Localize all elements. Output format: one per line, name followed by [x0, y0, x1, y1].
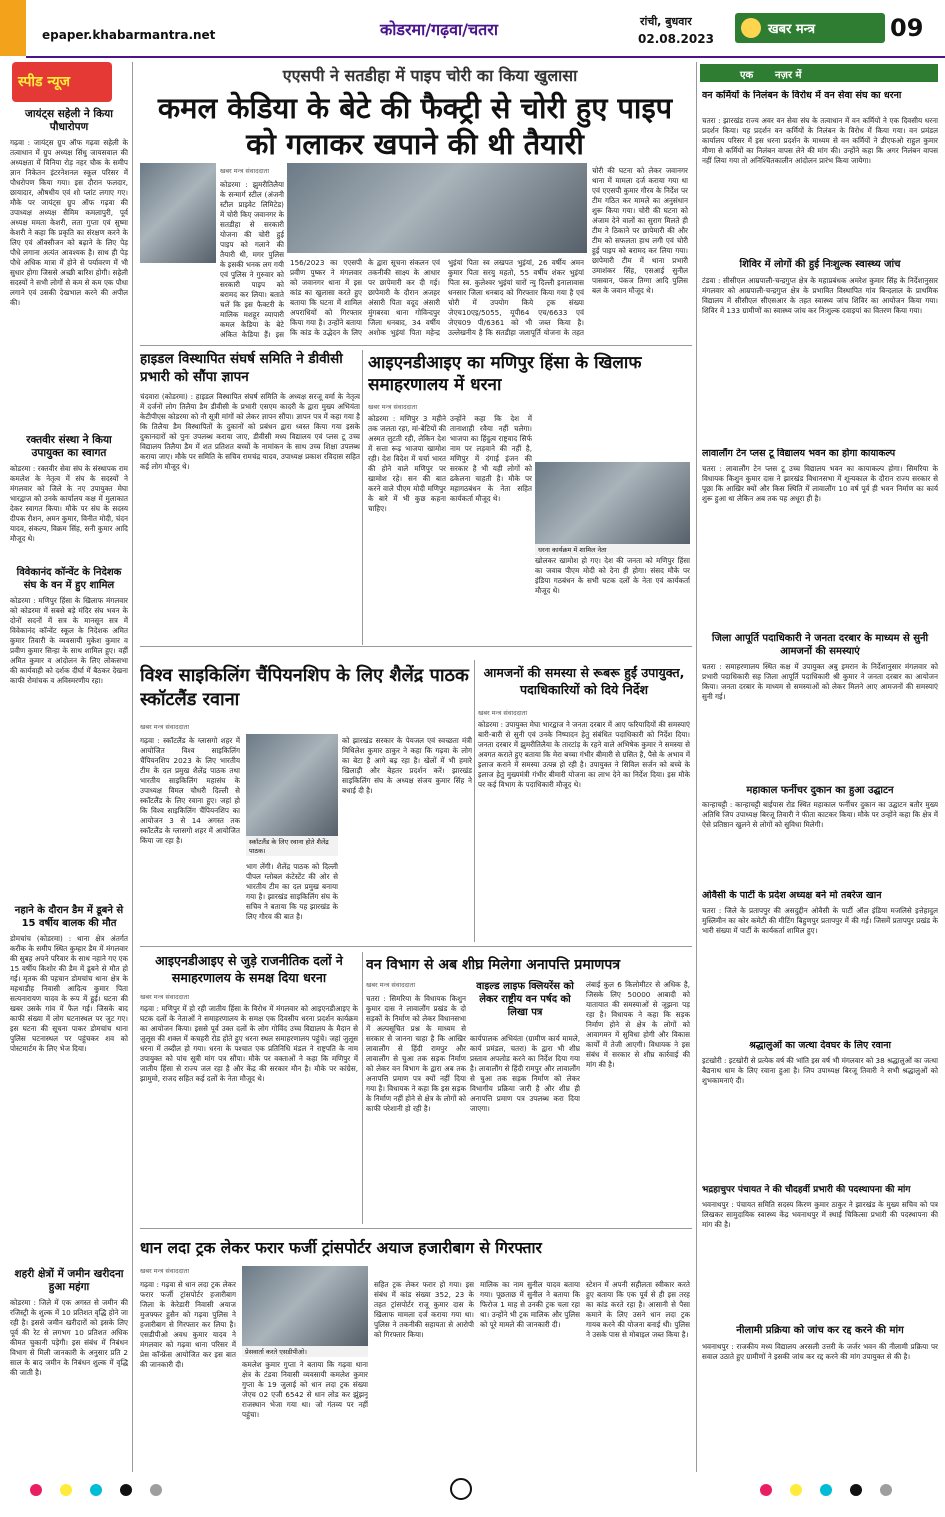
reg-dot-icon	[30, 1484, 42, 1496]
right-item-7-body: इटखोरी : इटखोरी से प्रत्येक वर्ष की भांति इस वर्ष भी मंगलवार को 38 श्रद्धालुओं का जत्था बैद्यनाथ धाम के लिए रवाना हुआ है। जिप उपाध्यक्ष बिरजू तिवारी ने सभी श्रद्धालुओं को शुभकामनाएं दी।	[702, 1056, 938, 1085]
lead-headline: कमल केडिया के बेटे की फैक्ट्री से चोरी हुए पाइप को गलाकर खपाने की थी तैयारी	[157, 91, 673, 161]
lead-kicker: एएसपी ने सतडीहा में पाइप चोरी का किया खुलासा	[282, 66, 578, 85]
lead-photo	[140, 163, 216, 263]
manipur-photo	[535, 462, 690, 544]
right-item-8-body: भवनाथपुर : पंचायत समिति सदस्य किरण कुमार ठाकुर ने झारखंड के मुख्य सचिव को पत्र लिखकर सामुदायिक स्वास्थ्य केंद्र भवनाथपुर में स्थाई चिकित्सा प्रभारी की पदस्थापना की मांग की है।	[702, 1200, 938, 1229]
left-item-1-body: गढ़वा : जायंट्स ग्रुप ऑफ गढ़वा सहेली के तत्वाधान में ग्रुप अध्यक्ष सिंधु जायसवाल की अध्यक्षता में विनिया रोड़ नहर चौक के समीप ज्ञान निकेतन इंटरनेशनल स्कूल परिसर में पौधरोपण किया गया। इस दौरान फलदार, छायादार, औषधीय एवं शो प्लांट लगाए गए। मौके पर जायंट्स ग्रुप ऑफ गढ़वा की उपाध्यक्ष अध्यक्ष सैमिम कमलापुरी, पूर्व अध्यक्ष ममता केशरी, लता गुप्ता एवं सुष्मा केशरी ने कहा कि प्रकृति का संरक्षण करने के लिए एवं ऑक्सीजन को बढ़ाने के लिए पेड़ पौधे लगाना अत्यंत आवश्यक है। साथ ही पेड़ पौधे अधिक मात्रा में होने से पर्यावरण में भी सुधार होगा जिससे अच्छी बारिश होगी। सहेली सदस्यों ने सभी लोगों से कम से कम एक पौधा लगाने एवं उसकी देखभाल करने की अपील की।	[10, 138, 128, 307]
forest-col-2: कार्यपालक अभियंता (ग्रामीण कार्य मामले, कार्य प्रमंडल, चतरा) के द्वारा भी शीघ्र प्रस्ताव अपलोड करने का निर्देश दिया गया है। लावालौंग से हिंदी रामपुर और लावालौंग से चुआ तक सड़क निर्माण को लेकर विभागीय प्रक्रिया जारी है और शीघ्र ही अनापत्ति प्रमाण पत्र उपलब्ध करा दिया जाएगा।	[470, 1034, 580, 1113]
lead-col-4: भुइंयां पिता स्व लखपत भुइंयां, 26 वर्षीय अमन कुमार पिता सरयु महतो, 55 वर्षीय शंकर भुइंयां पिता स्व. कुलेश्वर भुइंयां चारों न्यु दिल्ली इनालावास धनसार जिला धनबाद को गिरफ्तार किया गया है एवं चोरी में उपयोग किये ट्रक संख्या जेएच10एइ/5055, यूपी64 एच/6633 एवं जेएच09 पी/6361 को भी जब्त किया है। उल्लेखनीय है कि सतडीहा जलापूर्ति योजना के तहत	[448, 258, 584, 337]
lead-photo-main	[287, 163, 587, 253]
bottom-col-1: गढ़वा : गढ़वा से धान लदा ट्रक लेकर फरार फर्जी ट्रांसपोर्टर हजारीबाग जिला के केरेडारी निवासी अयाज मुजफ्फर हुसैन को गढ़वा पुलिस ने हजारीबाग से गिरफ्तार कर लिया है। एसडीपीओ अवध कुमार यादव ने मंगलवार को गढ़वा थाना परिसर में प्रेस कॉन्फ्रेंस आयोजित कर इस बात की जानकारी दी।	[140, 1280, 236, 1369]
india-headline: आइएनडीआइए से जुड़े राजनीतिक दलों ने समाहरणालय के समक्ष दिया धरना	[155, 953, 343, 985]
reg-dot-icon	[760, 1484, 772, 1496]
reg-dot-icon	[880, 1484, 892, 1496]
left-item-2-head: रक्तवीर संस्था ने किया उपायुक्त का स्वागत	[26, 434, 112, 459]
left-item-3-head: विवेकानंद कॉन्वेंट के निदेशक संघ के वन में हुए शामिल	[16, 567, 122, 591]
public-body: कोडरमा : उपायुक्त मेघा भारद्वाज ने जनता दरबार में आए फरियादियों की समस्याएं बारी-बारी से सुनी एवं उनके निष्पादन हेतु संबंधित पदाधिकारी को निर्देश दिया। जनता दरबार में झुमरीतिलैया के तारटांड़ के रहने वाले अभिषेक कुमार ने समस्या से अवगत कराते हुए बताया कि मेरा बच्चा गंभीर बीमारी से ग्रसित है, पैसे के अभाव में इलाज कराने में समस्या उत्पन्न हो रही है। उपायुक्त ने सिविल सर्जन को बच्चे के इलाज हेतु मुख्यमंत्री गंभीर बीमारी योजना का लाभ देने का निर्देश दिया। इस मौके पर कई विभाग के पदाधिकारी मौजूद थे।	[478, 720, 690, 789]
cycling-divider	[474, 660, 475, 942]
right-item-2-head: शिविर में लोगों की हुई निःशुल्क स्वास्थ्य जांच	[739, 259, 901, 270]
mid-rule-2	[140, 946, 692, 947]
lead-col-1: कोडरमा : झुमरीतिलैया के सन्मार्ग स्टील (अंजनी स्टील प्राइवेट लिमिटेड) में चोरी किए जवानगर के सतडीहा से सरकारी योजना की चोरी हुई पाइप को गलाने की तैयारी थी, मगर पुलिस के इसकी भनक लग गयी एवं पुलिस ने गुरुवार को सरकारी पाइप को बरामद कर लिया। बताते चलें कि इस फैक्टरी के मालिक मशहूर व्यापारी कमल केडिया के बेटे अंकित केडिया हैं। इस	[220, 180, 284, 339]
lead-byline: खबर मन्त्र संवाददाता	[220, 167, 270, 175]
cycling-body: गढ़वा : स्कॉटलैंड के ग्लासगो शहर में आयोजित विश्व साइकिलिंग चैंपियनशिप 2023 के लिए भारतीय टीम के दल प्रमुख शैलेंद्र पाठक तथा भारतीय साइकिलिंग महासंघ के उपाध्यक्ष विमल चौधरी दिल्ली से स्कॉटलैंड के लिए रवाना हुए। जहां हो कि विश्व साइकिलिंग चैंपियनशिप का आयोजन 3 से 14 अगस्त तक स्कॉटलैंड के ग्लासगो शहर में आयोजित किया जा रहा है।	[140, 736, 240, 845]
mid-rule-1	[140, 646, 692, 647]
right-item-3-head: लावालौंग टेन प्लस टू विद्यालय भवन का होगा कायाकल्प	[702, 448, 896, 459]
manipur-caption: धरना कार्यक्रम में शामिल नेता	[535, 544, 690, 555]
dc-story-headline: हाइडल विस्थापित संघर्ष समिति ने डीवीसी प्रभारी को सौंपा ज्ञापन	[140, 351, 343, 385]
bottom-col-3: सहित ट्रक लेकर फरार हो गया। इस संबंध में कांड संख्या 352, 23 के तहत ट्रांसपोर्टर राजू कुमार दास के खिलाफ मामला दर्ज कराया गया था। पुलिस ने तकनीकी सहायता से आरोपी को गिरफ्तार किया।	[374, 1280, 474, 1339]
speed-news-label: स्पीड न्यूज	[18, 74, 71, 90]
left-item-5-body: कोडरमा : जिले में एक अगस्त से जमीन की रजिस्ट्री के शुल्क में 10 प्रतिशत वृद्धि होने जा रही है। इससे जमीन खरीदारों को इसके लिए पूर्व की रेट से लगभग 10 प्रतिशत अधिक कीमत चुकानी पड़ेगी। इस संबंध में निबंधन विभाग से मिली जानकारी के अनुसार प्रति 2 साल के बाद जमीन के निबंधन शुल्क में वृद्धि की जाती है।	[10, 1298, 128, 1377]
cycling-body-3: को झारखंड सरकार के पेयजल एवं स्वच्छता मंत्री मिथिलेश कुमार ठाकुर ने कहा कि गढ़वा के लोग का बेटा है आगे बढ़ रहा है। खेलों में भी हमारे खिलाड़ी और बेहतर प्रदर्शन करें। झारखंड साइकिलिंग संघ के अध्यक्ष संजय कुमार सिंह ने बधाई दी है।	[342, 736, 472, 795]
manipur-col-2: उन्होंने कहा कि देश में तानाशाही रवैया नहीं चलेगा। भाजपा का हिंदुत्व राष्ट्रवाद सिर्फ नाम पर लड़वाने की नहीं है, मणिपुर में दंगाई इंजन की सरकार है भी यही लोगों को ढकेलना चाहती है। मौके पर महागठबंधन के नेता सहित कार्यकर्ता मौजूद थे।	[450, 414, 532, 503]
reg-dot-icon	[820, 1484, 832, 1496]
left-item-1-head: जायंट्स सहेली ने किया पौधारोपण	[25, 108, 113, 133]
right-item-7-head: श्रद्धालुओं का जत्था देवघर के लिए रवाना	[749, 1040, 891, 1051]
page-number: 09	[890, 14, 924, 42]
right-item-5-head: महाकाल फर्नीचर दुकान का हुआ उद्घाटन	[746, 785, 894, 796]
reg-dot-icon	[120, 1484, 132, 1496]
right-item-9-head: नीलामी प्रक्रिया को जांच कर रद्द करने की मांग	[736, 1325, 904, 1336]
cycling-caption: स्कॉटलैंड के लिए रवाना होते शैलेंद्र पाठक।	[246, 836, 338, 856]
bottom-caption: प्रेसवार्ता करते एसडीपीओ।	[242, 1346, 368, 1357]
left-item-3-body: कोडरमा : मणिपुर हिंसा के खिलाफ मंगलवार को कोडरमा में सबसे बड़े मंदिर संघ भवन के दोनों सदनों में सत्र के मानसून सत्र में विवेकानंद कॉन्वेंट स्कूल के निदेशक अमित कुमार तिवारी के व्यवसायी मुकेश कुमार व प्रवीण कुमार सिन्हा के साथ शामिल हुए। वहीं अमित कुमार व आंदोलन के लिए लोकसभा की कार्यवाही को दर्शक दीर्घा में बैठकर देखना काफी रोमांचक व अविस्मरणीय रहा।	[10, 596, 128, 685]
lead-col-3: के द्वारा सूचना संकलन एवं तकनीकी साक्ष्य के आधार पर छापेमारी कर दी गई। छापेमारी के दौरान अजहर अंसारी पिता वदूद अंसारी मुंगबरवा थाना गोविन्दपुर जिला धनबाद, 34 वर्षीय अशोक भुइंयां पिता महेन्द्र	[368, 258, 440, 337]
public-headline: आमजनों की समस्या से रूबरू हुईं उपायुक्त, पदाधिकारियों को दिये निर्देश	[483, 665, 685, 697]
left-item-5-head: शहरी क्षेत्रों में जमीन खरीदना हुआ महंगा	[14, 1268, 124, 1293]
reg-dot-icon	[60, 1484, 72, 1496]
cycling-byline: खबर मन्त्र संवाददाता	[140, 723, 190, 731]
right-item-1-body: चतरा : झारखंड राज्य अवर वन सेवा संघ के तत्वाधान में वन कर्मियों ने एक दिवसीय धरना प्रदर्शन किया। यह प्रदर्शन वन कर्मियों के निलंबन के विरोध में किया गया। वन प्रमंडल कार्यालय परिसर में इस धरना प्रदर्शन के माध्यम से वन कर्मियों ने डीएफओ राहुल कुमार मीणा से कर्मियों का निलंबन वापस लेने की मांग की। उन्होंने कहा कि अगर निलंबन वापस नहीं लिया गया तो अनिश्चितकालीन आंदोलन प्रारंभ किया जायेगा।	[702, 116, 938, 165]
mid-rule-3	[140, 1228, 692, 1229]
manipur-headline: आइएनडीआइए का मणिपुर हिंसा के खिलाफ समाहरणालय में धरना	[368, 353, 642, 395]
right-item-6-body: चतरा : जिले के प्रतापपुर की असदुद्दीन ओवैसी के पार्टी ऑल इंडिया मजलिसे इत्तेहादुल मुस्लिमीन का कोर कमेटी की मीटिंग बिहुणपुर प्रतापपुर में की गई। जिसमें प्रतापपुर प्रखंड के भारी संख्या में पार्टी के कार्यकर्ता शामिल हुए।	[702, 906, 938, 935]
forest-byline: खबर मन्त्र संवाददाता	[366, 981, 416, 989]
forest-headline: वन विभाग से अब शीघ्र मिलेगा अनापत्ति प्रमाणपत्र	[366, 957, 621, 973]
right-item-9-body: भवनाथपुर : राजकीय मध्य विद्यालय अरसली उत्तरी के जर्जर भवन की नीलामी प्रक्रिया पर सवाल उठाते हुए ग्रामीणों ने इसकी जांच कर रद्द करने की मांग उपायुक्त से की है।	[702, 1342, 938, 1361]
lead-rule	[140, 345, 692, 346]
right-item-5-body: कान्हाचट्टी : कान्हाचट्टी बाईपास रोड स्थित महाकाल फर्नीचर दुकान का उद्घाटन बतौर मुख्य अतिथि जिप उपाध्यक्ष बिरजू तिवारी ने फीता काटकर किया। मौके पर उन्होंने कहा कि क्षेत्र में ऐसे प्रतिष्ठान खुलने से लोगों को सुविधा मिलेगी।	[702, 800, 938, 829]
right-item-2-body: टंडवा : सीसीएल आम्रपाली-चन्द्रगुप्त क्षेत्र के महाप्रबंधक अमरेश कुमार सिंह के निर्देशानुसार मंगलवार को आम्रपाली-चन्द्रगुप्त क्षेत्र के प्रभावित विस्थापित गांव बिन्दलाल के प्राथमिक विद्यालय में सीसीएल सीएसआर के तहत स्वास्थ्य जांच शिविर का आयोजन किया गया। शिविर में 133 ग्रामीणों का स्वास्थ्य जांच कर निःशुल्क दवाइयां का वितरण किया गया।	[702, 276, 938, 315]
header-rule	[26, 56, 945, 58]
brand-logo-icon	[741, 18, 761, 38]
footer-bar	[0, 1476, 945, 1517]
right-divider	[696, 62, 697, 1472]
reg-dot-icon	[850, 1484, 862, 1496]
crosshair-icon	[450, 1478, 472, 1500]
reg-dot-icon	[90, 1484, 102, 1496]
right-item-4-head: जिला आपूर्ति पदाधिकारी ने जनता दरबार के माध्यम से सुनी आमजनों की समस्याएं	[711, 633, 929, 657]
right-section-bar	[700, 64, 938, 82]
dc-story-body: चंदवारा (कोडरमा) : हाइडल विस्थापित संघर्ष समिति के अध्यक्ष सरजू वर्मा के नेतृत्व में दर्जनों लोग तिलैया डैम डीवीसी के प्रभारी एसएम कादरी के द्वारा मुख्य अभियंता केटीपीएस कोडरमा को नौ सूत्री मांगों को लेकर ज्ञापन सौंपा। ज्ञापन पत्र में कहा गया है कि तिलैया डैम विस्थापितों के दुकानों को प्रबंधन द्वारा ध्वस्त किया गया इसके दुकानदारों को पुनः उपलब्ध कराया जाए, डीवीसी मध्य विद्यालय एवं प्लस टू उच्च विद्यालय तिलैया डैम में शत प्रतिशत बच्चों के नामांकन के साथ उच्च शिक्षा उपलब्ध कराया जाए। मौके पर समिति के सचिव रामचंद्र यादव, उपाध्यक्ष प्रकाश रविदास सहित कई लोग मौजूद थे।	[140, 392, 360, 471]
header-brand: खबर मन्त्र	[768, 22, 816, 37]
left-item-4-head: नहाने के दौरान डैम में डूबने से 15 वर्षीय बालक की मौत	[14, 905, 124, 929]
right-item-3-body: चतरा : लावालौंग टेन प्लस टू उच्च विद्यालय भवन का कायाकल्प होगा। सिमरिया के विधायक किशुन कुमार दास ने झारखंड विधानसभा में शून्यकाल के दौरान राज्य सरकार से पूछा कि आखिर क्यों और किस स्थिति में लावालौंग 10 वर्ष पूर्व ही भवन निर्माण का कार्य शुरू हुआ था लेकिन अब तक यह अधूरा ही है।	[702, 464, 938, 503]
header-left-bar	[0, 0, 26, 56]
bottom-col-2: कमलेश कुमार गुप्ता ने बताया कि गढ़वा थाना क्षेत्र के टंडवा निवासी व्यवसायी कमलेश कुमार गुप्ता के 19 जुलाई को धान लदा ट्रक संख्या जेएच 02 एजी 6542 से धान लोड कर झुंझनू राजस्थान भेजा गया था। जो गंतव्य पर नहीं पहुंचा।	[242, 1360, 368, 1419]
india-body: गढ़वा : मणिपुर में हो रही जातीय हिंसा के विरोध में मंगलवार को आइएनडीआइए के घटक दलों के नेताओं ने समाहरणालय के समक्ष एक दिवसीय धरना प्रदर्शन कार्यक्रम का आयोजन किया। इससे पूर्व उक्त दलों के लोग गोविंद उच्च विद्यालय के मैदान से जुलूस की शक्ल में कचहरी रोड होते हुए धरना स्थल समाहरणालय पहुंचे। जहां जुलूस धरना में तब्दील हो गया। धरना के पश्चात एक प्रतिनिधि मंडल ने राष्ट्रपति के नाम उपायुक्त को पांच सूत्री मांग पत्र सौंपा। मौके पर वक्ताओं ने कहा कि मणिपुर में जातीय हिंसा से राज्य जल रहा है और केंद्र की सरकार मौन है। मौके पर कांग्रेस, झामुमो, राजद सहित कई दलों के नेता मौजूद थे।	[140, 1004, 358, 1083]
right-item-4-body: चतरा : समाहरणालय स्थित कक्ष में उपायुक्त अबु इमरान के निर्देशानुसार मंगलवार को प्रभारी पदाधिकारी सह जिला आपूर्ति पदाधिकारी श्री कुमार ने जनता दरबार का आयोजन किया। जनता दरबार के माध्यम से समस्याओं को लेकर मिलने आए आमजनों की समस्याएं सुनी गई।	[702, 662, 938, 701]
site-url[interactable]: epaper.khabarmantra.net	[42, 28, 216, 42]
manipur-col-3: खोलकर खामोश हो गए। देश की जनता को मणिपुर हिंसा का जवाब पीएम मोदी को देना ही होगा। संसद मौके पर इंडिया गठबंधन के सभी घटक दलों के नेता एवं कार्यकर्ता मौजूद थे।	[535, 556, 690, 595]
lead-col-5: चोरी की घटना को लेकर जवानगर थाना में मामला दर्ज कराया गया था एवं एएसपी कुमार गौरव के निर्देश पर टीम गठित कर मामले का अनुसंधान शुरू किया गया। चोरी की घटना को अंजाम देने वालों का सुराग मिलते ही टीम ने ठिकाने पर छापेमारी की और टीम को सफलता हाथ लगी एवं चोरी हुई पाइप को बरामद कर लिया गया। छापेमारी टीम में थाना प्रभारी उमाशंकर सिंह, एसआई सुनील पासवान, पंकज तिग्गा आदि पुलिस बल के जवान मौजूद थे।	[592, 166, 688, 295]
cycling-body-2: भाग लेंगी। शैलेंद्र पाठक को दिल्ली पीपल ग्लोबल कंटेस्टेंट की ओर से भारतीय टीम का दल प्रमुख बनाया गया है। झारखंड साइकिलिंग संघ के सचिव ने बताया कि यह झारखंड के लिए गौरव की बात है।	[246, 862, 338, 921]
page-header	[0, 0, 945, 56]
left-divider	[132, 62, 133, 1472]
reg-dot-icon	[150, 1484, 162, 1496]
manipur-col-1: कोडरमा : मणिपुर 3 महीने तक जलता रहा, मां-बेटियों की अस्मत लुटती रही, लेकिन देश में सत्ता रूढ़ भाजपा खामोश रही। देश विदेश में चर्चा भारत की होने वाले मणिपुर पर खामोश रहे। सन की बात करने वाले पीएम मोदी मणिपुर के बारे में भी कुछ कहना चाहिए।	[368, 414, 446, 513]
right-item-8-head: भद्रहाचुपर पंचायत ने की चौदहवीं प्रभारी की पदस्थापना की मांग	[702, 1185, 911, 1195]
cycling-photo	[246, 734, 338, 836]
public-byline: खबर मन्त्र संवाददाता	[478, 709, 528, 717]
right-section-badge: एक	[740, 70, 754, 81]
bottom-headline: धान लदा ट्रक लेकर फरार फर्जी ट्रांसपोर्टर अयाज हजारीबाग से गिरफ्तार	[140, 1239, 542, 1257]
right-section-title: नज़र में	[775, 70, 802, 81]
right-item-1-head: वन कर्मियों के निलंबन के विरोध में वन सेवा संघ का धरना	[702, 90, 902, 101]
header-date: 02.08.2023	[638, 32, 714, 46]
manipur-byline: खबर मन्त्र संवाददाता	[368, 403, 418, 411]
india-byline: खबर मन्त्र संवाददाता	[140, 993, 190, 1001]
india-divider	[362, 952, 363, 1224]
right-item-6-head: ओवैसी के पार्टी के प्रदेश अध्यक्ष बने मो तबरेज खान	[702, 890, 882, 901]
bottom-col-4: मालिक का नाम सुनील यादव बताया गया। पूछताछ में सुनील ने बताया कि फिरोज 1 माह से उनकी ट्रक चला रहा था। उन्होंने भी ट्रक मालिक और पुलिस को पूरे मामले की जानकारी दी।	[480, 1280, 580, 1329]
lead-col-2: 156/2023 का एएसपी प्रवीण पुष्कर ने मंगलवार को जवानगर थाना में इस कांड का खुलासा करते हुए बताया कि घटना में शामिल अपराधियों को गिरफ्तार किया गया है। उन्होंने बताया कि कांड के उद्भेदन के लिए	[290, 258, 362, 337]
forest-col-1: चतरा : सिमरिया के विधायक किशुन कुमार दास ने लावालौंग प्रखंड के दो सड़कों के निर्माण को लेकर विधानसभा में अल्पसूचित प्रश्न के माध्यम से सरकार से जानना चाहा है कि आखिर लावालौंग से हिंदी रामपुर और लावालौंग से चुआ तक सड़क निर्माण को लेकर वन विभाग के द्वारा अब तक अनापत्ति प्रमाण पत्र क्यों नहीं दिया गया है। विधायक ने कहा कि इस सड़क के निर्माण नहीं होने से क्षेत्र के लोगों को काफी परेशानी हो रही है।	[366, 994, 466, 1113]
left-item-4-body: डोमचांच (कोडरमा) : थाना क्षेत्र अंतर्गत करौंक के समीप स्थित कुम्हार डैम में मंगलवार की सुबह अपने परिवार के साथ नहाने गए एक 15 वर्षीय किशोर की डैम में डूबने से मौत हो गई। मृतक की पहचान डोमचांच थाना क्षेत्र के महथाडीह निवासी आदित्य कुमार पिता सत्यनारायण यादव के रूप में हुई। घटना की खबर उसके गांव में फैल गई। जिसके बाद काफी संख्या में लोग घटनास्थल पर जुट गए। इस घटना की सूचना पाकर डोमचांच थाना पुलिस घटनास्थल पर पहुंचकर शव को पोस्टमार्टम के लिए भेज दिया।	[10, 934, 128, 1053]
header-section-title: कोडरमा/गढ़वा/चतरा	[380, 20, 498, 39]
dc-divider	[362, 350, 363, 645]
bottom-photo	[242, 1266, 368, 1346]
reg-dot-icon	[790, 1484, 802, 1496]
forest-subhead: वाइल्ड लाइफ क्लियरेंस को लेकर राष्ट्रीय वन पर्षद को लिखा पत्र	[476, 981, 574, 1018]
left-column	[8, 62, 128, 1462]
bottom-col-5: स्टेशन में अपनी सहीलता स्वीकार करते हुए बताया कि एक पूर्व से ही इस तरह का कांड करते रहा है। आसानी से पैसा कमाने के लिए उसने धान लदा ट्रक गायब करने की योजना बनाई थी। पुलिस ने उसके पास से मोबाइल जब्त किया है।	[586, 1280, 690, 1339]
cycling-headline: विश्व साइकिलिंग चैंपियनशिप के लिए शैलेंद्र पाठक स्कॉटलैंड रवाना	[140, 665, 469, 710]
header-location-day: रांची, बुधवार	[640, 15, 692, 28]
bottom-byline: खबर मन्त्र संवाददाता	[140, 1267, 190, 1275]
left-item-2-body: कोडरमा : रक्तवीर सेवा संघ के संस्थापक राम कमलेश के नेतृत्व में संघ के सदस्यों ने मंगलवार को जिले के नए उपायुक्त मेघा भारद्वाज को उनके कार्यालय कक्ष में मुलाकात देकर स्वागत किया। मौके पर संघ के सदस्य दीपक रौशन, अमन कुमार, विनीत मोदी, चंदन यादव, संकल्प, विक्रम सिंह, सनी कुमार आदि मौजूद थे।	[10, 464, 128, 543]
forest-col-3: लंबाई कुल 6 किलोमीटर से अधिक है, जिसके लिए 50000 आबादी को यातायात की समस्याओं से जूझना पड़ रहा है। विधायक ने कहा कि सड़क निर्माण होने से क्षेत्र के लोगों को आवागमन में सुविधा होगी और विकास कार्यों में तेजी आएगी। विधायक ने इस संबंध में सरकार से शीघ्र कार्रवाई की मांग की है।	[586, 980, 690, 1069]
